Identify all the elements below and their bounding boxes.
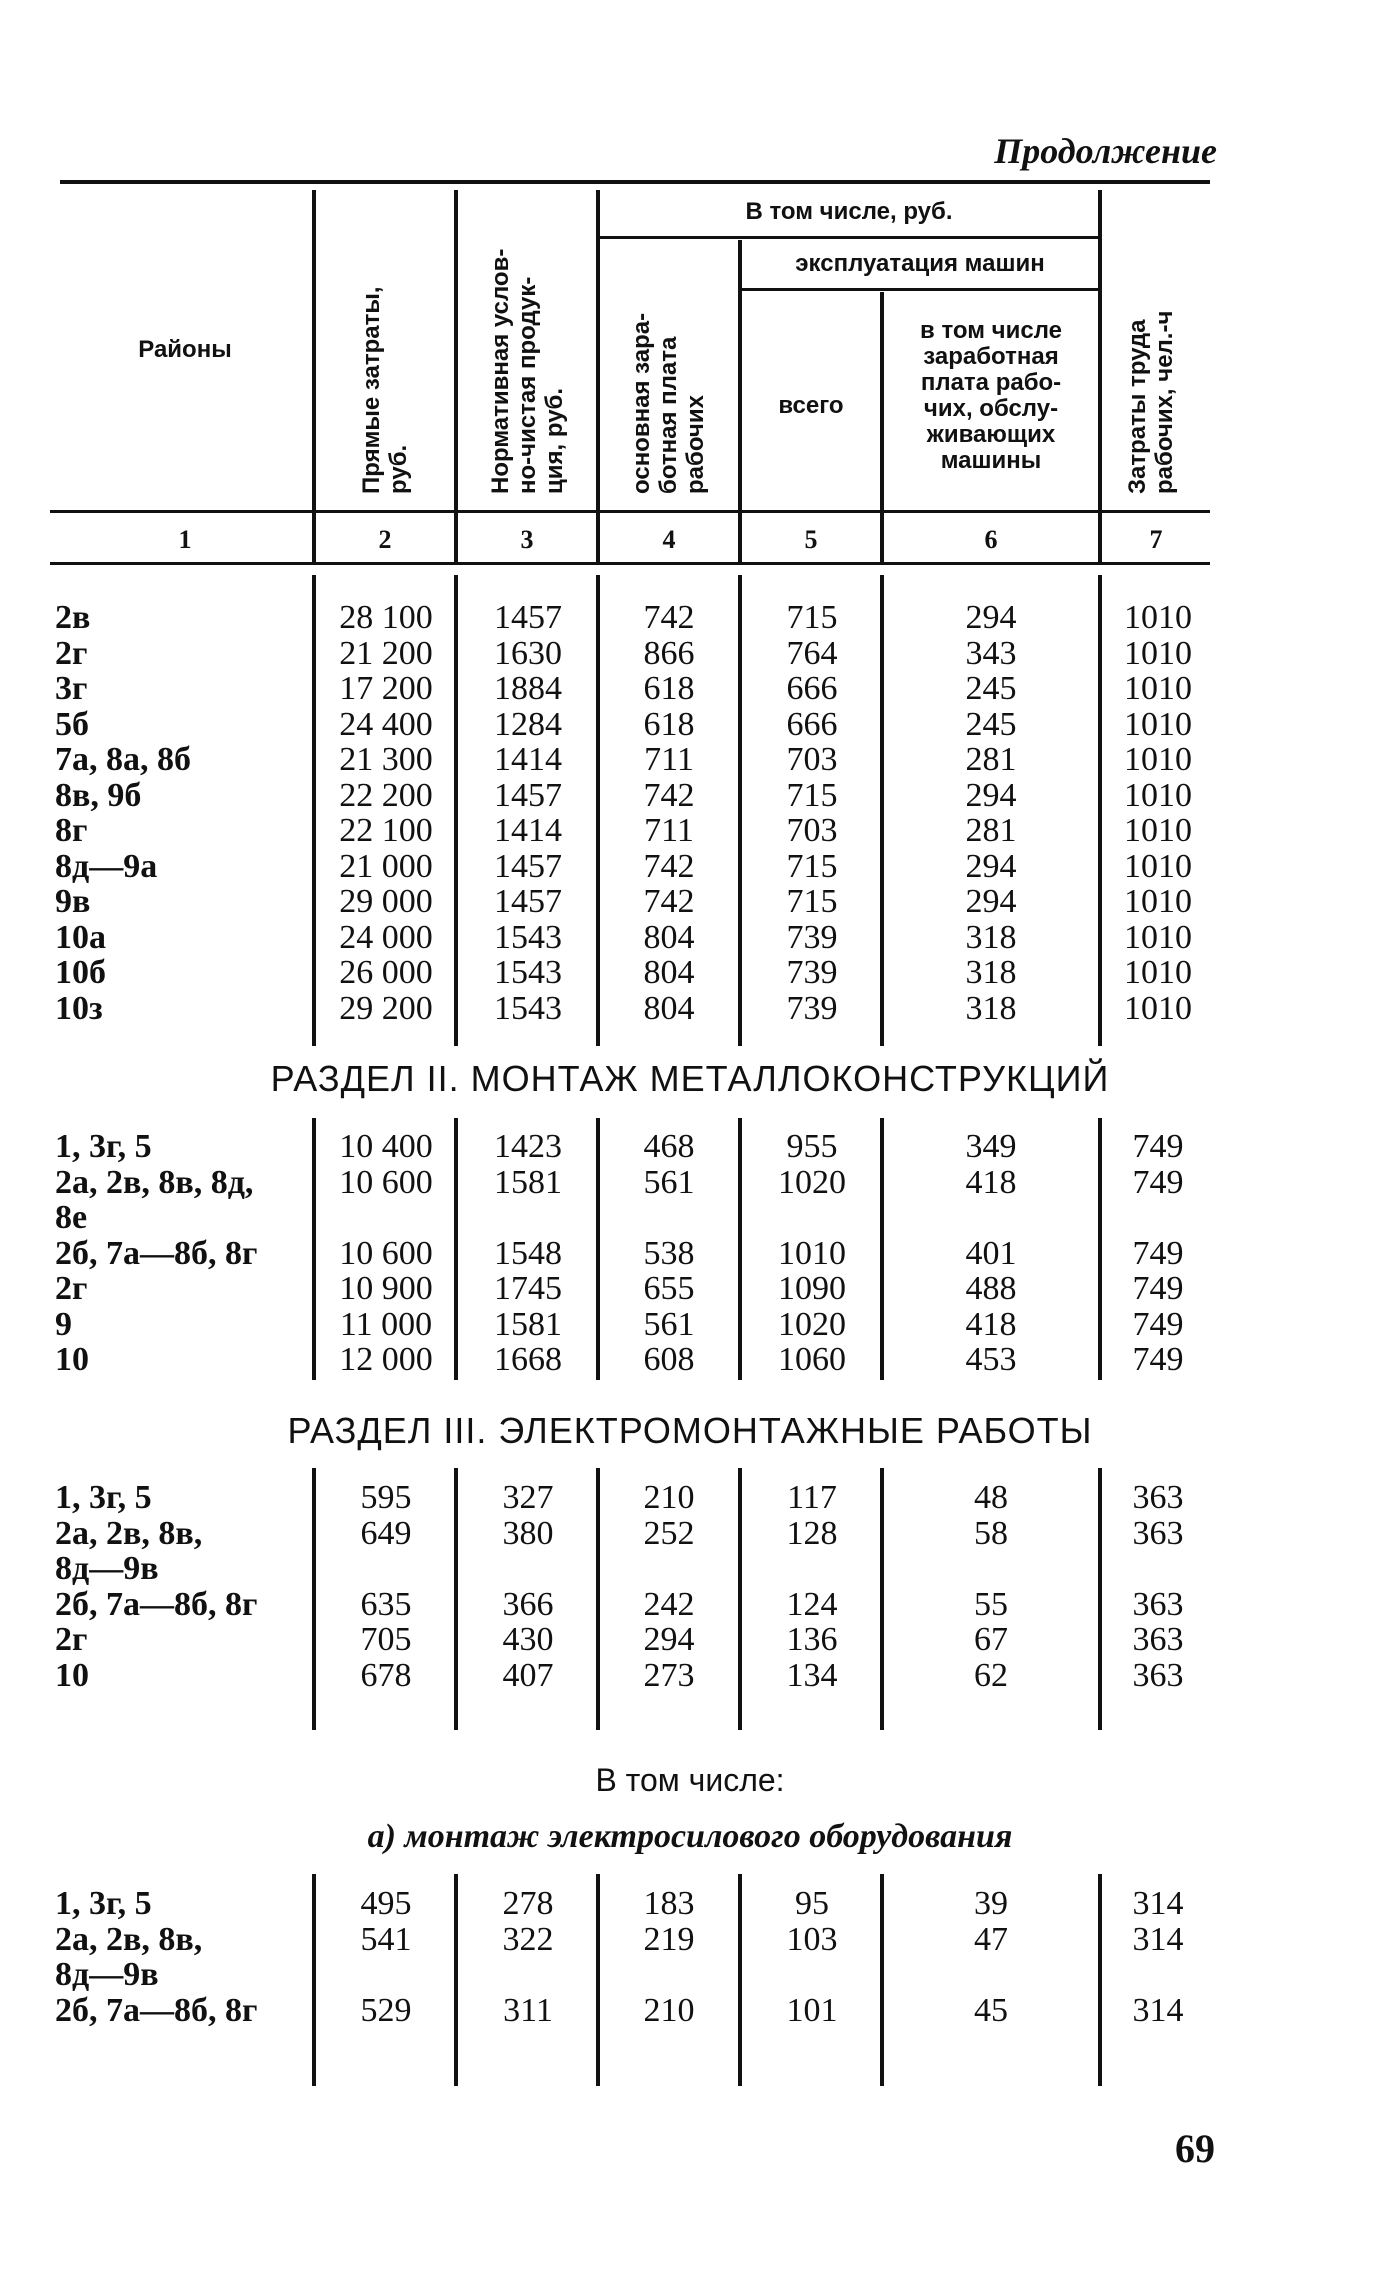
- value-cell: 468: [643, 1128, 695, 1165]
- table-row: [0, 849, 1380, 885]
- region-cell: 8д—9в: [55, 1956, 159, 1993]
- value-cell: 12 000: [339, 1341, 433, 1378]
- value-cell: 311: [503, 1991, 553, 2029]
- table-row: [0, 778, 1380, 814]
- header-including: В том числе, руб.: [745, 198, 953, 225]
- value-cell: 1060: [778, 1341, 846, 1378]
- value-cell: 45: [974, 1991, 1008, 2029]
- value-cell: 47: [974, 1920, 1008, 1958]
- value-cell: 705: [360, 1621, 412, 1658]
- table-row: [0, 671, 1380, 707]
- region-cell: 1, 3г, 5: [55, 1885, 152, 1922]
- value-cell: 703: [786, 741, 838, 778]
- header-top-rule: [60, 180, 1210, 184]
- value-cell: 318: [965, 918, 1017, 956]
- value-cell: 742: [643, 776, 695, 814]
- value-cell: 495: [360, 1885, 412, 1922]
- value-cell: 1010: [1124, 989, 1192, 1027]
- value-cell: 343: [965, 634, 1017, 672]
- region-cell: 8е: [55, 1199, 88, 1236]
- value-cell: 1020: [778, 1305, 846, 1343]
- value-cell: 401: [965, 1234, 1017, 1272]
- region-cell: 10: [55, 1656, 89, 1694]
- value-cell: 10 600: [339, 1163, 433, 1201]
- value-cell: 48: [974, 1479, 1008, 1516]
- value-cell: 58: [974, 1514, 1008, 1552]
- header-machine-operation: эксплуатация машин: [795, 250, 1045, 277]
- region-cell: 10: [55, 1341, 89, 1378]
- value-cell: 1010: [1124, 812, 1192, 849]
- value-cell: 55: [974, 1585, 1008, 1623]
- value-cell: 281: [965, 741, 1017, 778]
- region-cell: 2а, 2в, 8в, 8д,: [55, 1163, 254, 1201]
- value-cell: 1010: [1124, 634, 1192, 672]
- value-cell: 749: [1132, 1234, 1184, 1272]
- header-labor: Затраты труда рабочих, чел.-ч: [1124, 310, 1178, 494]
- value-cell: 183: [643, 1885, 695, 1922]
- value-cell: 1884: [494, 670, 562, 707]
- value-cell: 715: [786, 599, 838, 636]
- value-cell: 1010: [1124, 599, 1192, 636]
- region-cell: 9: [55, 1305, 72, 1343]
- value-cell: 1581: [494, 1163, 562, 1201]
- table-row: [0, 1886, 1380, 1922]
- region-cell: 5б: [55, 705, 89, 743]
- value-cell: 278: [502, 1885, 554, 1922]
- value-cell: 363: [1132, 1514, 1184, 1552]
- machines-rule: [740, 288, 1100, 291]
- value-cell: 39: [974, 1885, 1008, 1922]
- value-cell: 327: [502, 1479, 554, 1516]
- value-cell: 1457: [494, 776, 562, 814]
- table-row: [0, 636, 1380, 672]
- value-cell: 17 200: [339, 670, 433, 707]
- value-cell: 314: [1132, 1991, 1184, 2029]
- value-cell: 1010: [1124, 954, 1192, 991]
- region-cell: 10а: [55, 918, 106, 956]
- value-cell: 739: [786, 989, 838, 1027]
- value-cell: 418: [965, 1163, 1017, 1201]
- header-vline-2: [454, 190, 458, 565]
- region-cell: 2г: [55, 1621, 88, 1658]
- value-cell: 101: [786, 1991, 838, 2029]
- region-cell: 2г: [55, 634, 88, 672]
- value-cell: 1668: [494, 1341, 562, 1378]
- colnum-7: 7: [1149, 525, 1163, 554]
- value-cell: 703: [786, 812, 838, 849]
- value-cell: 711: [644, 741, 694, 778]
- table-row: [0, 600, 1380, 636]
- value-cell: 10 600: [339, 1234, 433, 1272]
- value-cell: 21 200: [339, 634, 433, 672]
- value-cell: 407: [502, 1656, 554, 1694]
- header-vline-6: [1098, 190, 1102, 565]
- value-cell: 749: [1132, 1128, 1184, 1165]
- value-cell: 742: [643, 599, 695, 636]
- table-row: [0, 707, 1380, 743]
- value-cell: 1543: [494, 989, 562, 1027]
- colnum-5: 5: [804, 525, 818, 554]
- value-cell: 380: [502, 1514, 554, 1552]
- header-vline-1: [312, 190, 316, 565]
- value-cell: 715: [786, 776, 838, 814]
- value-cell: 1284: [494, 705, 562, 743]
- value-cell: 1010: [1124, 670, 1192, 707]
- value-cell: 1630: [494, 634, 562, 672]
- value-cell: 1581: [494, 1305, 562, 1343]
- value-cell: 29 200: [339, 989, 433, 1027]
- region-cell: 2б, 7а—8б, 8г: [55, 1991, 258, 2029]
- colnum-2: 2: [378, 525, 392, 554]
- region-cell: 10б: [55, 954, 106, 991]
- value-cell: 866: [643, 634, 695, 672]
- value-cell: 363: [1132, 1479, 1184, 1516]
- value-cell: 22 200: [339, 776, 433, 814]
- value-cell: 1423: [494, 1128, 562, 1165]
- value-cell: 21 000: [339, 847, 433, 885]
- colnum-1: 1: [178, 525, 192, 554]
- value-cell: 1414: [494, 741, 562, 778]
- value-cell: 314: [1132, 1885, 1184, 1922]
- region-cell: 8д—9а: [55, 847, 158, 885]
- value-cell: 764: [786, 634, 838, 672]
- value-cell: 67: [974, 1621, 1008, 1658]
- table-row: [0, 1200, 1380, 1236]
- value-cell: 363: [1132, 1585, 1184, 1623]
- table-row: [0, 1342, 1380, 1378]
- including-rule: [600, 236, 1100, 239]
- value-cell: 294: [965, 776, 1017, 814]
- value-cell: 608: [643, 1341, 695, 1378]
- value-cell: 618: [643, 705, 695, 743]
- value-cell: 711: [644, 812, 694, 849]
- value-cell: 10 400: [339, 1128, 433, 1165]
- value-cell: 1543: [494, 954, 562, 991]
- value-cell: 1010: [1124, 776, 1192, 814]
- value-cell: 742: [643, 883, 695, 920]
- table-row: [0, 813, 1380, 849]
- value-cell: 21 300: [339, 741, 433, 778]
- value-cell: 366: [502, 1585, 554, 1623]
- table-row: [0, 1993, 1380, 2029]
- value-cell: 749: [1132, 1163, 1184, 1201]
- value-cell: 273: [643, 1656, 695, 1694]
- value-cell: 1745: [494, 1270, 562, 1307]
- value-cell: 29 000: [339, 883, 433, 920]
- value-cell: 117: [787, 1479, 837, 1516]
- value-cell: 294: [965, 883, 1017, 920]
- colnum-6: 6: [984, 525, 998, 554]
- value-cell: 322: [502, 1920, 554, 1958]
- value-cell: 1010: [1124, 705, 1192, 743]
- header-machines-total: всего: [778, 392, 844, 419]
- value-cell: 349: [965, 1128, 1017, 1165]
- page-number: 69: [1175, 2126, 1215, 2171]
- table-row: [0, 1551, 1380, 1587]
- table-row: [0, 884, 1380, 920]
- value-cell: 1010: [778, 1234, 846, 1272]
- value-cell: 742: [643, 847, 695, 885]
- table-row: [0, 1587, 1380, 1623]
- value-cell: 210: [643, 1991, 695, 2029]
- value-cell: 538: [643, 1234, 695, 1272]
- value-cell: 24 000: [339, 918, 433, 956]
- value-cell: 281: [965, 812, 1017, 849]
- header-base-wage: основная зара- ботная плата рабочих: [628, 312, 709, 494]
- value-cell: 28 100: [339, 599, 433, 636]
- value-cell: 655: [643, 1270, 695, 1307]
- region-cell: 8г: [55, 812, 88, 849]
- value-cell: 541: [360, 1920, 412, 1958]
- region-cell: 8д—9в: [55, 1550, 159, 1587]
- value-cell: 1457: [494, 883, 562, 920]
- value-cell: 804: [643, 918, 695, 956]
- value-cell: 1020: [778, 1163, 846, 1201]
- header-incl-wage: в том числе заработная плата рабо- чих, обслу- живающих машины: [920, 317, 1062, 474]
- value-cell: 245: [965, 670, 1017, 707]
- value-cell: 26 000: [339, 954, 433, 991]
- value-cell: 1010: [1124, 918, 1192, 956]
- value-cell: 242: [643, 1585, 695, 1623]
- value-cell: 666: [786, 705, 838, 743]
- value-cell: 739: [786, 918, 838, 956]
- value-cell: 749: [1132, 1305, 1184, 1343]
- value-cell: 318: [965, 989, 1017, 1027]
- colnum-bottom-rule: [50, 562, 1210, 565]
- table-row: [0, 1922, 1380, 1958]
- region-cell: 2б, 7а—8б, 8г: [55, 1585, 258, 1623]
- value-cell: 1010: [1124, 883, 1192, 920]
- table-row: [0, 1480, 1380, 1516]
- value-cell: 62: [974, 1656, 1008, 1694]
- section3-title: РАЗДЕЛ III. ЭЛЕКТРОМОНТАЖНЫЕ РАБОТЫ: [287, 1410, 1093, 1451]
- subsection-a-title: а) монтаж электросилового оборудования: [367, 1818, 1013, 1855]
- value-cell: 314: [1132, 1920, 1184, 1958]
- value-cell: 1548: [494, 1234, 562, 1272]
- region-cell: 2г: [55, 1270, 88, 1307]
- region-cell: 7а, 8а, 8б: [55, 741, 191, 778]
- section2-title: РАЗДЕЛ II. МОНТАЖ МЕТАЛЛОКОНСТРУКЦИЙ: [270, 1058, 1110, 1099]
- value-cell: 10 900: [339, 1270, 433, 1307]
- value-cell: 22 100: [339, 812, 433, 849]
- value-cell: 103: [786, 1920, 838, 1958]
- table-row: [0, 955, 1380, 991]
- value-cell: 595: [360, 1479, 412, 1516]
- value-cell: 128: [786, 1514, 838, 1552]
- value-cell: 294: [643, 1621, 695, 1658]
- value-cell: 1543: [494, 918, 562, 956]
- value-cell: 1457: [494, 847, 562, 885]
- table-row: [0, 1658, 1380, 1694]
- header-normative: Нормативная услов- но-чистая продук- ция, руб.: [487, 248, 568, 494]
- value-cell: 804: [643, 989, 695, 1027]
- region-cell: 8в, 9б: [55, 776, 142, 814]
- region-cell: 2а, 2в, 8в,: [55, 1920, 203, 1958]
- continued-label: Продолжение: [994, 131, 1217, 171]
- value-cell: 488: [965, 1270, 1017, 1307]
- value-cell: 1414: [494, 812, 562, 849]
- region-cell: 2б, 7а—8б, 8г: [55, 1234, 258, 1272]
- header-direct-costs: Прямые затраты, руб.: [358, 286, 412, 494]
- value-cell: 1010: [1124, 847, 1192, 885]
- region-cell: 1, 3г, 5: [55, 1479, 152, 1516]
- including-label: В том числе:: [595, 1762, 785, 1798]
- value-cell: 529: [360, 1991, 412, 2029]
- table-row: [0, 991, 1380, 1027]
- value-cell: 134: [786, 1656, 838, 1694]
- value-cell: 749: [1132, 1341, 1184, 1378]
- value-cell: 318: [965, 954, 1017, 991]
- value-cell: 453: [965, 1341, 1017, 1378]
- table-row: [0, 1622, 1380, 1658]
- value-cell: 649: [360, 1514, 412, 1552]
- table-row: [0, 1957, 1380, 1993]
- colnum-4: 4: [662, 525, 676, 554]
- header-vline-3: [596, 190, 600, 565]
- header-bottom-rule: [50, 510, 1210, 513]
- value-cell: 430: [502, 1621, 554, 1658]
- region-cell: 2а, 2в, 8в,: [55, 1514, 203, 1552]
- value-cell: 749: [1132, 1270, 1184, 1307]
- value-cell: 1457: [494, 599, 562, 636]
- value-cell: 136: [786, 1621, 838, 1658]
- value-cell: 11 000: [339, 1305, 433, 1343]
- table-row: [0, 1129, 1380, 1165]
- value-cell: 666: [786, 670, 838, 707]
- table-row: [0, 1307, 1380, 1343]
- region-cell: 10з: [55, 989, 103, 1027]
- value-cell: 245: [965, 705, 1017, 743]
- region-cell: 9в: [55, 883, 91, 920]
- value-cell: 252: [643, 1514, 695, 1552]
- value-cell: 715: [786, 883, 838, 920]
- table-row: [0, 1271, 1380, 1307]
- value-cell: 1010: [1124, 741, 1192, 778]
- value-cell: 561: [643, 1305, 695, 1343]
- value-cell: 210: [643, 1479, 695, 1516]
- table-row: [0, 1516, 1380, 1552]
- value-cell: 294: [965, 847, 1017, 885]
- value-cell: 715: [786, 847, 838, 885]
- value-cell: 294: [965, 599, 1017, 636]
- value-cell: 955: [786, 1128, 838, 1165]
- value-cell: 618: [643, 670, 695, 707]
- table-row: [0, 1165, 1380, 1201]
- value-cell: 363: [1132, 1656, 1184, 1694]
- value-cell: 95: [795, 1885, 829, 1922]
- value-cell: 24 400: [339, 705, 433, 743]
- value-cell: 363: [1132, 1621, 1184, 1658]
- table-row: [0, 920, 1380, 956]
- value-cell: 804: [643, 954, 695, 991]
- colnum-3: 3: [520, 525, 534, 554]
- value-cell: 561: [643, 1163, 695, 1201]
- value-cell: 418: [965, 1305, 1017, 1343]
- value-cell: 219: [643, 1920, 695, 1958]
- header-regions: Районы: [138, 336, 232, 363]
- table-row: [0, 742, 1380, 778]
- value-cell: 1090: [778, 1270, 846, 1307]
- value-cell: 678: [360, 1656, 412, 1694]
- table-row: [0, 1236, 1380, 1272]
- value-cell: 739: [786, 954, 838, 991]
- region-cell: 3г: [55, 670, 88, 707]
- region-cell: 1, 3г, 5: [55, 1128, 152, 1165]
- value-cell: 124: [786, 1585, 838, 1623]
- value-cell: 635: [360, 1585, 412, 1623]
- region-cell: 2в: [55, 599, 91, 636]
